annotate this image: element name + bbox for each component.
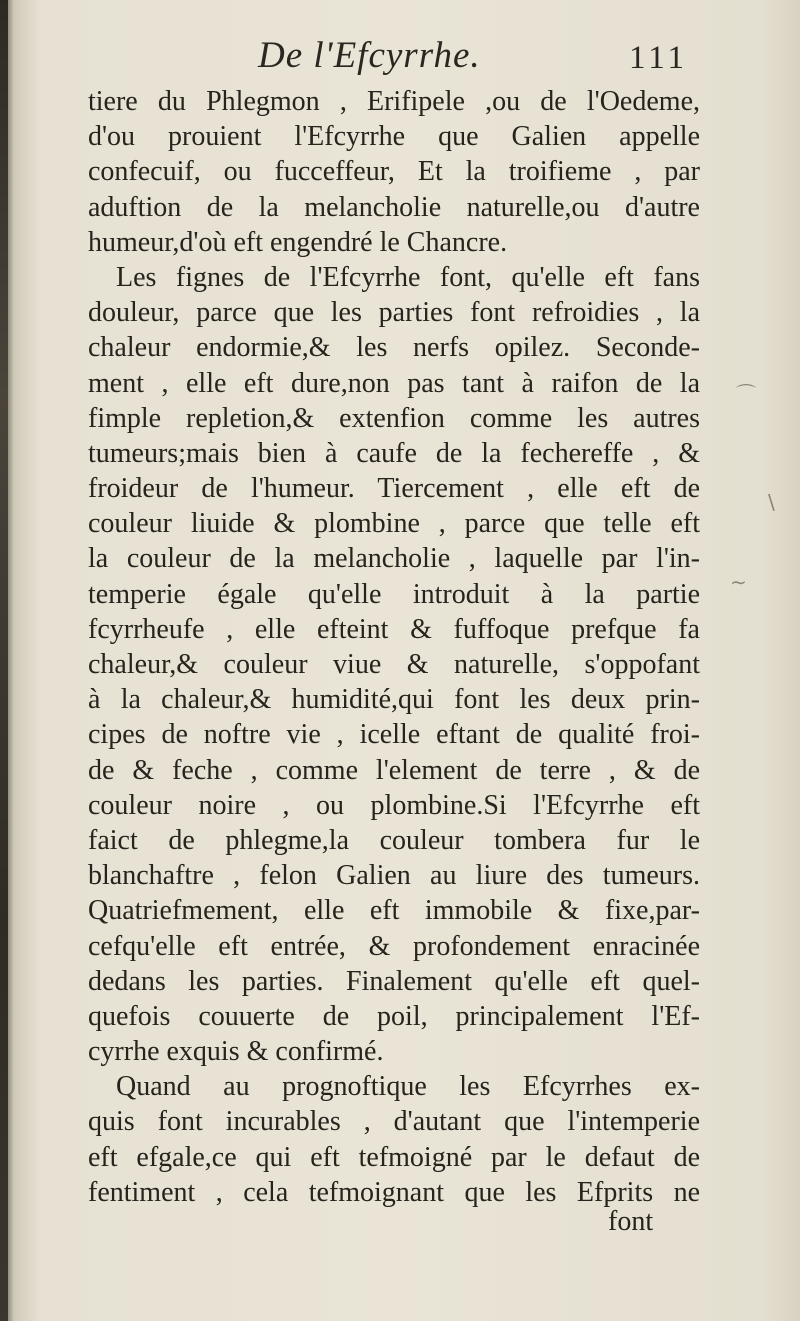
text-line: froideur de l'humeur. Tiercement , elle eft de [88,473,700,505]
text-line: eft efgale,ce qui eft tefmoigné par le defaut de [88,1141,700,1173]
text-line: humeur,d'où eft engendré le Chancre. [88,226,508,258]
running-title: De l'Efcyrrhe. [258,35,481,76]
text-line: Quand au prognoftique les Efcyrrhes ex- [116,1071,700,1103]
text-line: de & feche , comme l'element de terre , & de [88,754,700,786]
text-line: Les fignes de l'Efcyrrhe font, qu'elle eft fans [116,261,700,293]
text-line: cipes de noftre vie , icelle eftant de qualité froi- [88,719,700,751]
page-header [88,34,688,84]
text-line: chaleur,& couleur viue & naturelle, s'oppofant [88,649,700,680]
text-line: couleur noire , ou plombine.Si l'Efcyrrhe eft [88,789,700,821]
binding-gutter [0,0,8,1321]
text-line: couleur liuide & plombine , parce que telle eft [88,508,700,540]
text-line: dedans les parties. Finalement qu'elle eft quel- [88,965,700,997]
text-line: chaleur endormie,& les nerfs opilez. Seconde- [88,332,700,364]
body-text [88,84,700,1210]
text-line: fcyrrheufe , elle efteint & fuffoque prefque fa [88,613,700,645]
text-line: faict de phlegme,la couleur tombera fur le [88,824,700,856]
text-line: d'ou prouient l'Efcyrrhe que Galien appelle [88,121,700,153]
text-line: douleur, parce que les parties font refroidies , la [88,297,700,329]
catchword: font [608,1206,654,1237]
text-line: cefqu'elle eft entrée, & profondement enracinée [88,930,700,962]
page-number: 111 [628,40,688,76]
text-line: ment , elle eft dure,non pas tant à raifon de la [88,367,700,399]
text-line: confecuif, ou fucceffeur, Et la troifieme , par [88,156,700,188]
text-line: blanchaftre , felon Galien au liure des tumeurs. [88,860,700,892]
margin-mark: \ [768,490,775,514]
text-line: quefois couuerte de poil, principalement l'Ef- [88,1000,700,1032]
text-line: temperie égale qu'elle introduit à la partie [88,578,700,610]
text-line: tiere du Phlegmon , Erifipele ,ou de l'Oedeme, [88,86,700,117]
margin-mark: ∼ [730,570,747,594]
text-line: la couleur de la melancholie , laquelle par l'in- [88,543,700,575]
text-line: aduftion de la melancholie naturelle,ou d'autre [88,191,700,223]
text-line: cyrrhe exquis & confirmé. [88,1036,384,1068]
text-line: tumeurs;mais bien à caufe de la fechereffe , & [88,437,700,469]
text-line: Quatriefmement, elle eft immobile & fixe,par- [88,895,700,927]
text-line: fimple repletion,& extenfion comme les autres [88,402,700,434]
text-line: quis font incurables , d'autant que l'intemperie [88,1106,700,1138]
margin-mark: ⌒ [736,382,756,406]
text-line: à la chaleur,& humidité,qui font les deux prin- [88,684,700,716]
text-line: fentiment , cela tefmoignant que les Efprits ne [88,1176,700,1208]
